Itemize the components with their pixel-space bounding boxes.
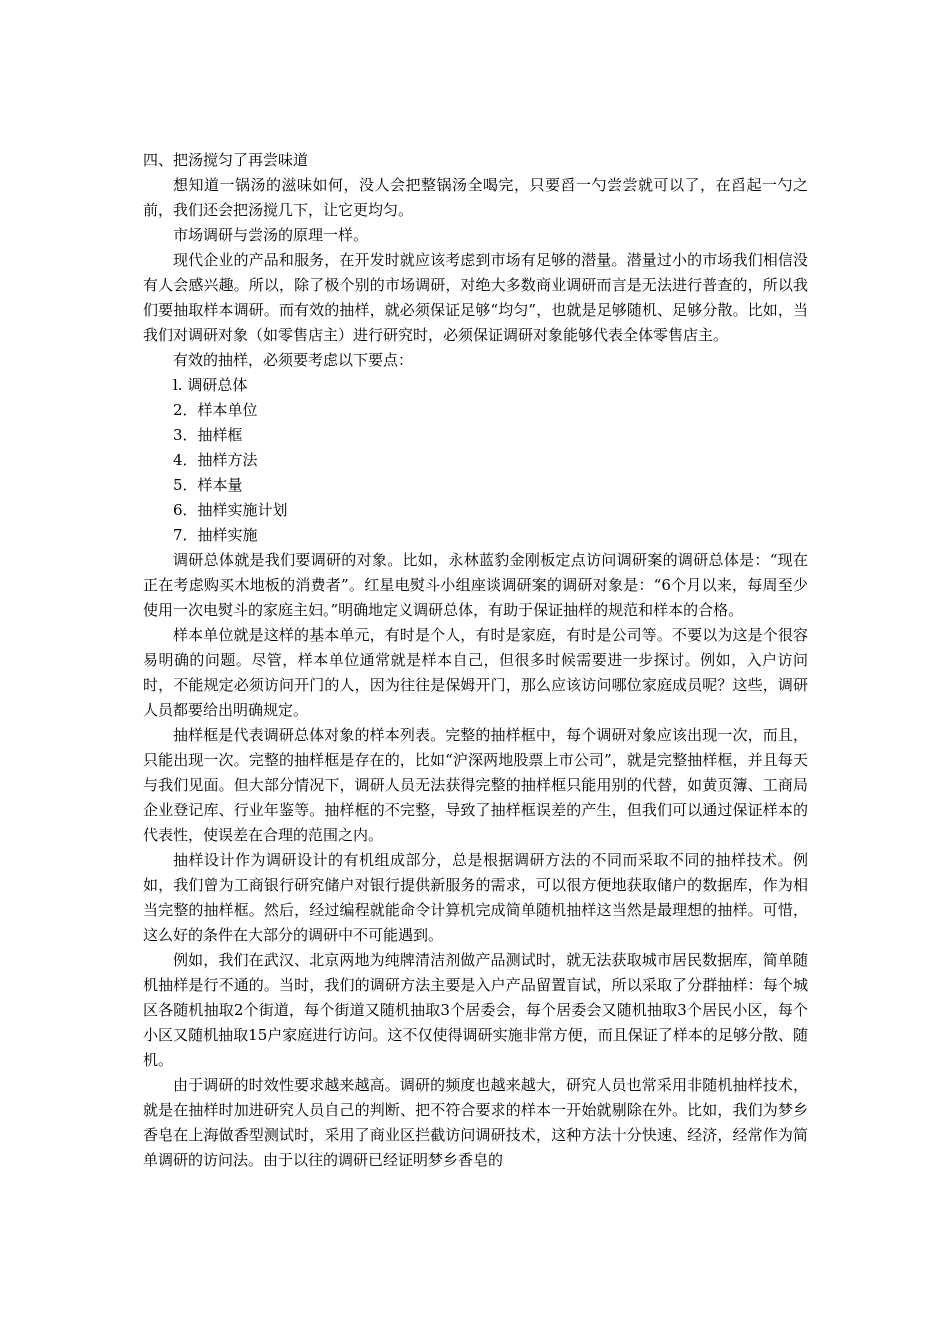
paragraph: 例如，我们在武汉、北京两地为纯牌清洁剂做产品测试时，就无法获取城市居民数据库，简单随机抽样是行不通的。当时，我们的调研方法主要是入户产品留置盲试，所以采取了分群抽样：每个城区各随机抽取2个街道，每个街道又随机抽取3个居委会，每个居委会又随机抽取3个居民小区，每个小区又随机抽取15户家庭进行访问。这不仅使得调研实施非常方便，而且保证了样本的足够分散、随机。 bbox=[143, 951, 808, 1069]
paragraph: 样本单位就是这样的基本单元，有时是个人，有时是家庭，有时是公司等。不要以为这是个很容易明确的问题。尽管，样本单位通常就是样本自己，但很多时候需要进一步探讨。例如，入户访问时，不能规定必须访问开门的人，因为往往是保姆开门，那么应该访问哪位家庭成员呢？这些，调研人员都要给出明确规定。 bbox=[143, 626, 808, 719]
paragraph: 抽样设计作为调研设计的有机组成部分，总是根据调研方法的不同而采取不同的抽样技术。例如，我们曾为工商银行研究储户对银行提供新服务的需求，可以很方便地获取储户的数据库，作为相当完整的抽样框。然后，经过编程就能命令计算机完成简单随机抽样这当然是最理想的抽样。可惜，这么好的条件在大部分的调研中不可能遇到。 bbox=[143, 851, 808, 944]
list-item: 7．抽样实施 bbox=[173, 526, 258, 544]
section-heading: 四、把汤搅匀了再尝味道 bbox=[143, 151, 309, 169]
list-item: l. 调研总体 bbox=[173, 376, 248, 394]
list-item: 3．抽样框 bbox=[173, 426, 243, 444]
paragraph: 有效的抽样，必须要考虑以下要点： bbox=[173, 351, 414, 369]
paragraph: 想知道一锅汤的滋味如何，没人会把整锅汤全喝完，只要舀一勺尝尝就可以了，在舀起一勺之前，我们还会把汤搅几下，让它更均匀。 bbox=[143, 176, 808, 219]
paragraph: 由于调研的时效性要求越来越高。调研的频度也越来越大，研究人员也常采用非随机抽样技术，就是在抽样时加进研究人员自己的判断、把不符合要求的样本一开始就剔除在外。比如，我们为梦乡香皂在上海做香型测试时，采用了商业区拦截访问调研技术，这种方法十分快速、经济，经常作为简单调研的访问法。由于以往的调研已经证明梦乡香皂的 bbox=[143, 1076, 808, 1169]
list-item: 4．抽样方法 bbox=[173, 451, 258, 469]
document-body bbox=[143, 148, 808, 1173]
paragraph: 市场调研与尝汤的原理一样。 bbox=[173, 226, 369, 244]
paragraph: 现代企业的产品和服务，在开发时就应该考虑到市场有足够的潜量。潜量过小的市场我们相信没有人会感兴趣。所以，除了极个别的市场调研，对绝大多数商业调研而言是无法进行普查的，所以我们要抽取样本调研。而有效的抽样，就必须保证足够“均匀”，也就是足够随机、足够分散。比如，当我们对调研对象（如零售店主）进行研究时，必须保证调研对象能够代表全体零售店主。 bbox=[143, 251, 808, 344]
paragraph: 调研总体就是我们要调研的对象。比如，永林蓝豹金刚板定点访问调研案的调研总体是：“现在正在考虑购买木地板的消费者”。红星电熨斗小组座谈调研案的调研对象是：“6个月以来，每周至少使用一次电熨斗的家庭主妇。”明确地定义调研总体，有助于保证抽样的规范和样本的合格。 bbox=[143, 551, 808, 619]
list-item: 5．样本量 bbox=[173, 476, 243, 494]
list-item: 2．样本单位 bbox=[173, 401, 258, 419]
list-item: 6．抽样实施计划 bbox=[173, 501, 288, 519]
paragraph: 抽样框是代表调研总体对象的样本列表。完整的抽样框中，每个调研对象应该出现一次，而且，只能出现一次。完整的抽样框是存在的，比如“沪深两地股票上市公司”，就是完整抽样框，并且每天与我们见面。但大部分情况下，调研人员无法获得完整的抽样框只能用别的代替，如黄页簿、工商局企业登记库、行业年鉴等。抽样框的不完整，导致了抽样框误差的产生，但我们可以通过保证样本的代表性，使误差在合理的范围之内。 bbox=[143, 726, 808, 844]
